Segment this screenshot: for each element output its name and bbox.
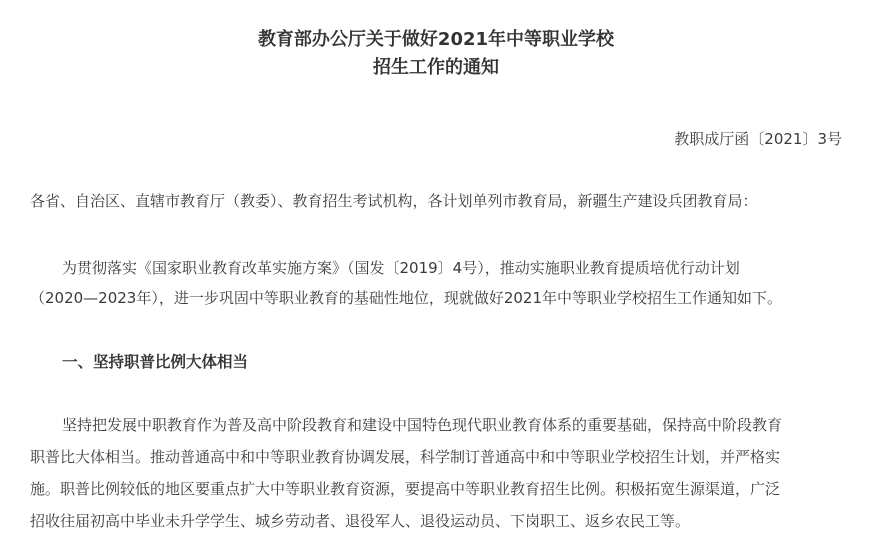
document-title-line-1: 教育部办公厅关于做好2021年中等职业学校 <box>257 29 615 50</box>
intro-line-1: 为贯彻落实《国家职业教育改革实施方案》（国发〔2019〕4号），推动实施职业教育提质培优行动计划 <box>62 259 740 277</box>
document-number: 教职成厅函〔2021〕3号 <box>674 130 842 148</box>
section-1-body-line-3: 施。职普比例较低的地区要重点扩大中等职业教育资源，要提高中等职业教育招生比例。积极拓宽生源渠道，广泛 <box>30 480 781 498</box>
intro-line-2: （2020—2023年），进一步巩固中等职业教育的基础性地位，现就做好2021年中等职业学校招生工作通知如下。 <box>30 289 783 307</box>
section-1-heading: 一、坚持职普比例大体相当 <box>62 353 249 371</box>
section-1-body-line-2: 职普比大体相当。推动普通高中和中等职业教育协调发展，科学制订普通高中和中等职业学校招生计划，并严格实 <box>30 448 781 466</box>
document-title-line-2: 招生工作的通知 <box>373 57 499 78</box>
salutation: 各省、自治区、直辖市教育厅（教委）、教育招生考试机构，各计划单列市教育局，新疆生产建设兵团教育局： <box>30 192 758 210</box>
section-1-body-line-4: 招收往届初高中毕业未升学学生、城乡劳动者、退役军人、退役运动员、下岗职工、返乡农民工等。 <box>30 512 691 530</box>
section-1-body-line-1: 坚持把发展中职教育作为普及高中阶段教育和建设中国特色现代职业教育体系的重要基础，保持高中阶段教育 <box>62 416 783 434</box>
